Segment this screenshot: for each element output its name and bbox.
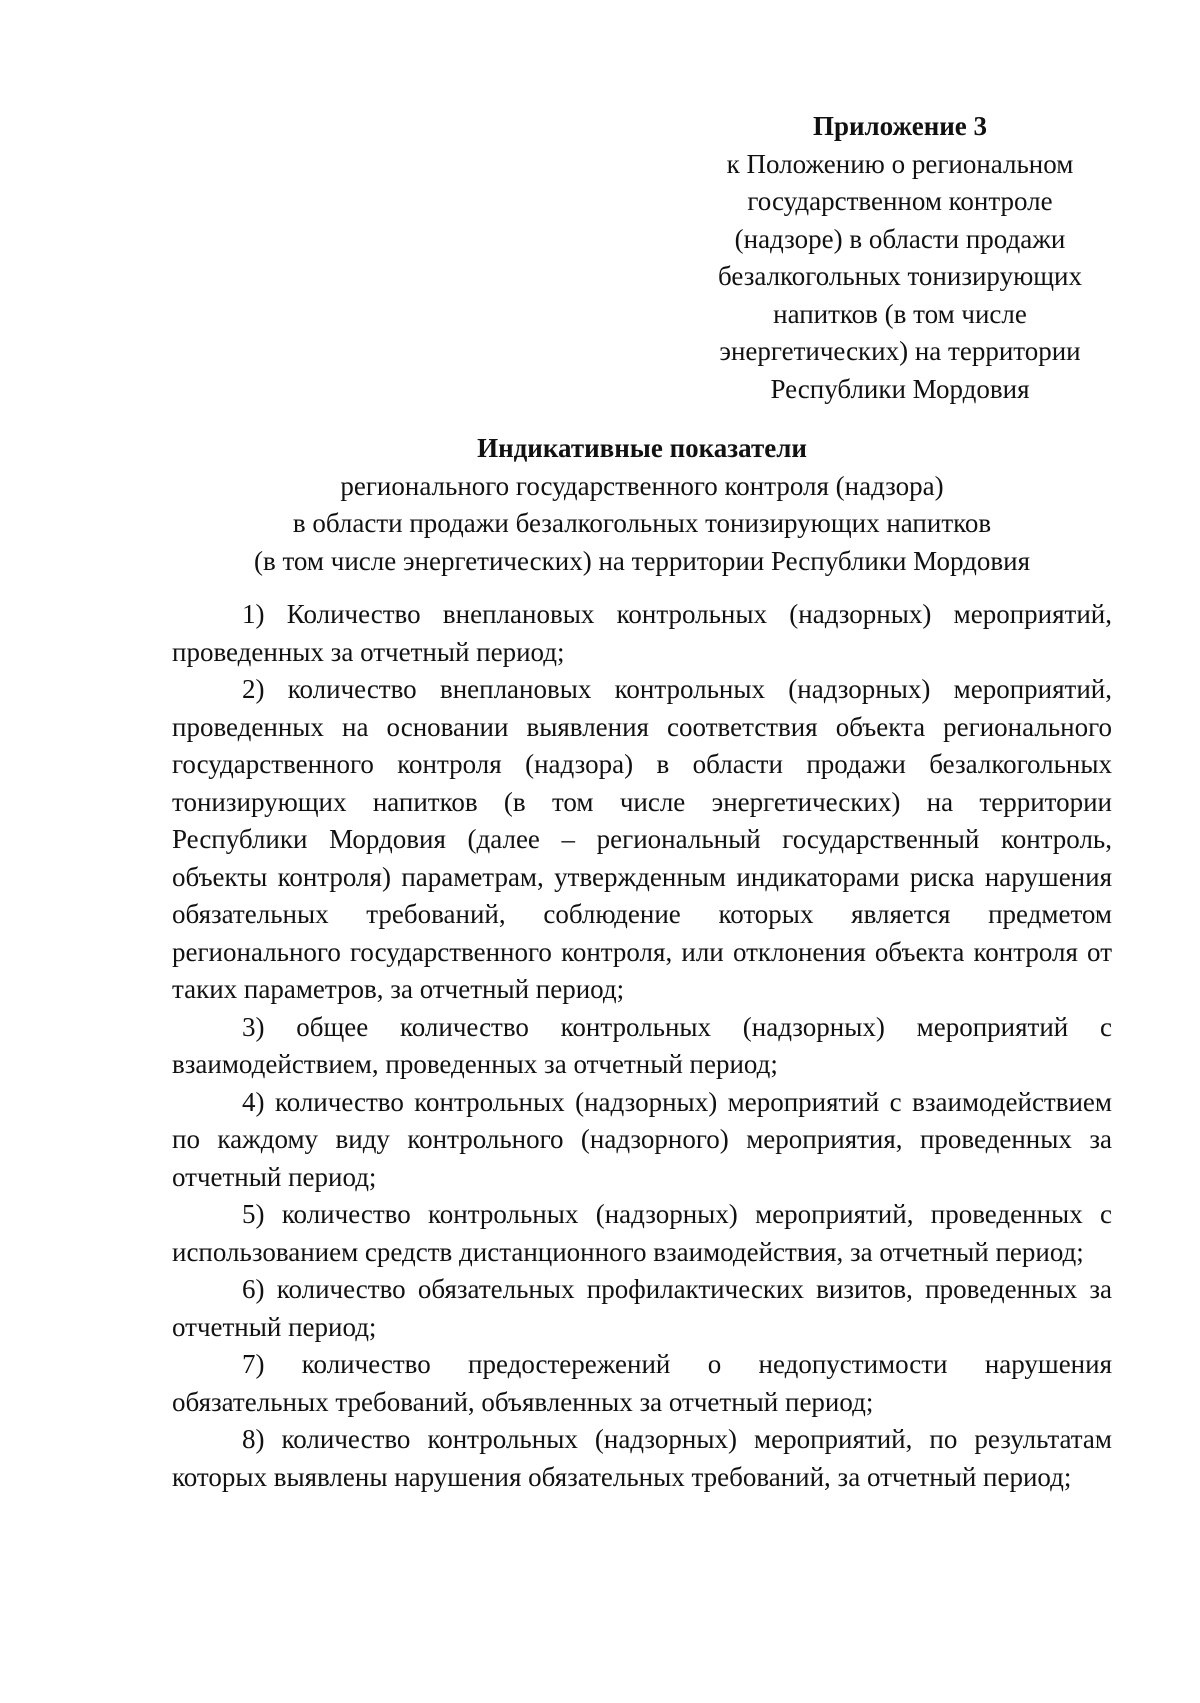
list-item: 2) количество внеплановых контрольных (надзорных) мероприятий, проведенных на основании выявления соответствия объекта регионального государственного контроля (надзора) в области продажи безалкогольных тонизирующих напитков (в том числе энергетических) на территории Республики Мордовия (далее – региональный государственный контроль, объекты контроля) параметрам, утвержденным индикаторами риска нарушения обязательных требований, соблюдение которых является предметом регионального государственного контроля, или отклонения объекта контроля от таких параметров, за отчетный период; bbox=[172, 674, 1112, 1004]
heading-line: регионального государственного контроля (надзора) bbox=[340, 470, 944, 501]
list-item: 4) количество контрольных (надзорных) мероприятий с взаимодействием по каждому виду контрольного (надзорного) мероприятия, проведенных за отчетный период; bbox=[172, 1086, 1112, 1192]
appendix-line: (надзоре) в области продажи bbox=[734, 223, 1066, 254]
list-item: 6) количество обязательных профилактических визитов, проведенных за отчетный период; bbox=[172, 1274, 1112, 1342]
appendix-title: Приложение 3 bbox=[812, 111, 988, 141]
indicator-list bbox=[172, 596, 1112, 1496]
appendix-block bbox=[690, 108, 1110, 408]
appendix-line: безалкогольных тонизирующих bbox=[718, 261, 1082, 291]
appendix-line: государственном контроле bbox=[747, 186, 1053, 216]
list-item: 5) количество контрольных (надзорных) мероприятий, проведенных с использованием средств дистанционного взаимодействия, за отчетный период; bbox=[172, 1199, 1112, 1267]
appendix-line: Республики Мордовия bbox=[770, 373, 1030, 404]
list-item: 3) общее количество контрольных (надзорных) мероприятий с взаимодействием, проведенных за отчетный период; bbox=[172, 1011, 1112, 1079]
appendix-line: энергетических) на территории bbox=[719, 336, 1081, 366]
appendix-line: к Положению о региональном bbox=[726, 148, 1074, 179]
heading-line: (в том числе энергетических) на территории Республики Мордовия bbox=[253, 545, 1030, 576]
list-item: 1) Количество внеплановых контрольных (надзорных) мероприятий, проведенных за отчетный период; bbox=[172, 599, 1112, 667]
heading-line: в области продажи безалкогольных тонизирующих напитков bbox=[292, 508, 992, 538]
list-item: 7) количество предостережений о недопустимости нарушения обязательных требований, объявленных за отчетный период; bbox=[172, 1349, 1112, 1417]
heading-title: Индикативные показатели bbox=[477, 433, 807, 463]
list-item: 8) количество контрольных (надзорных) мероприятий, по результатам которых выявлены нарушения обязательных требований, за отчетный период; bbox=[172, 1424, 1112, 1492]
appendix-line: напитков (в том числе bbox=[773, 298, 1027, 329]
document-heading bbox=[172, 430, 1112, 580]
